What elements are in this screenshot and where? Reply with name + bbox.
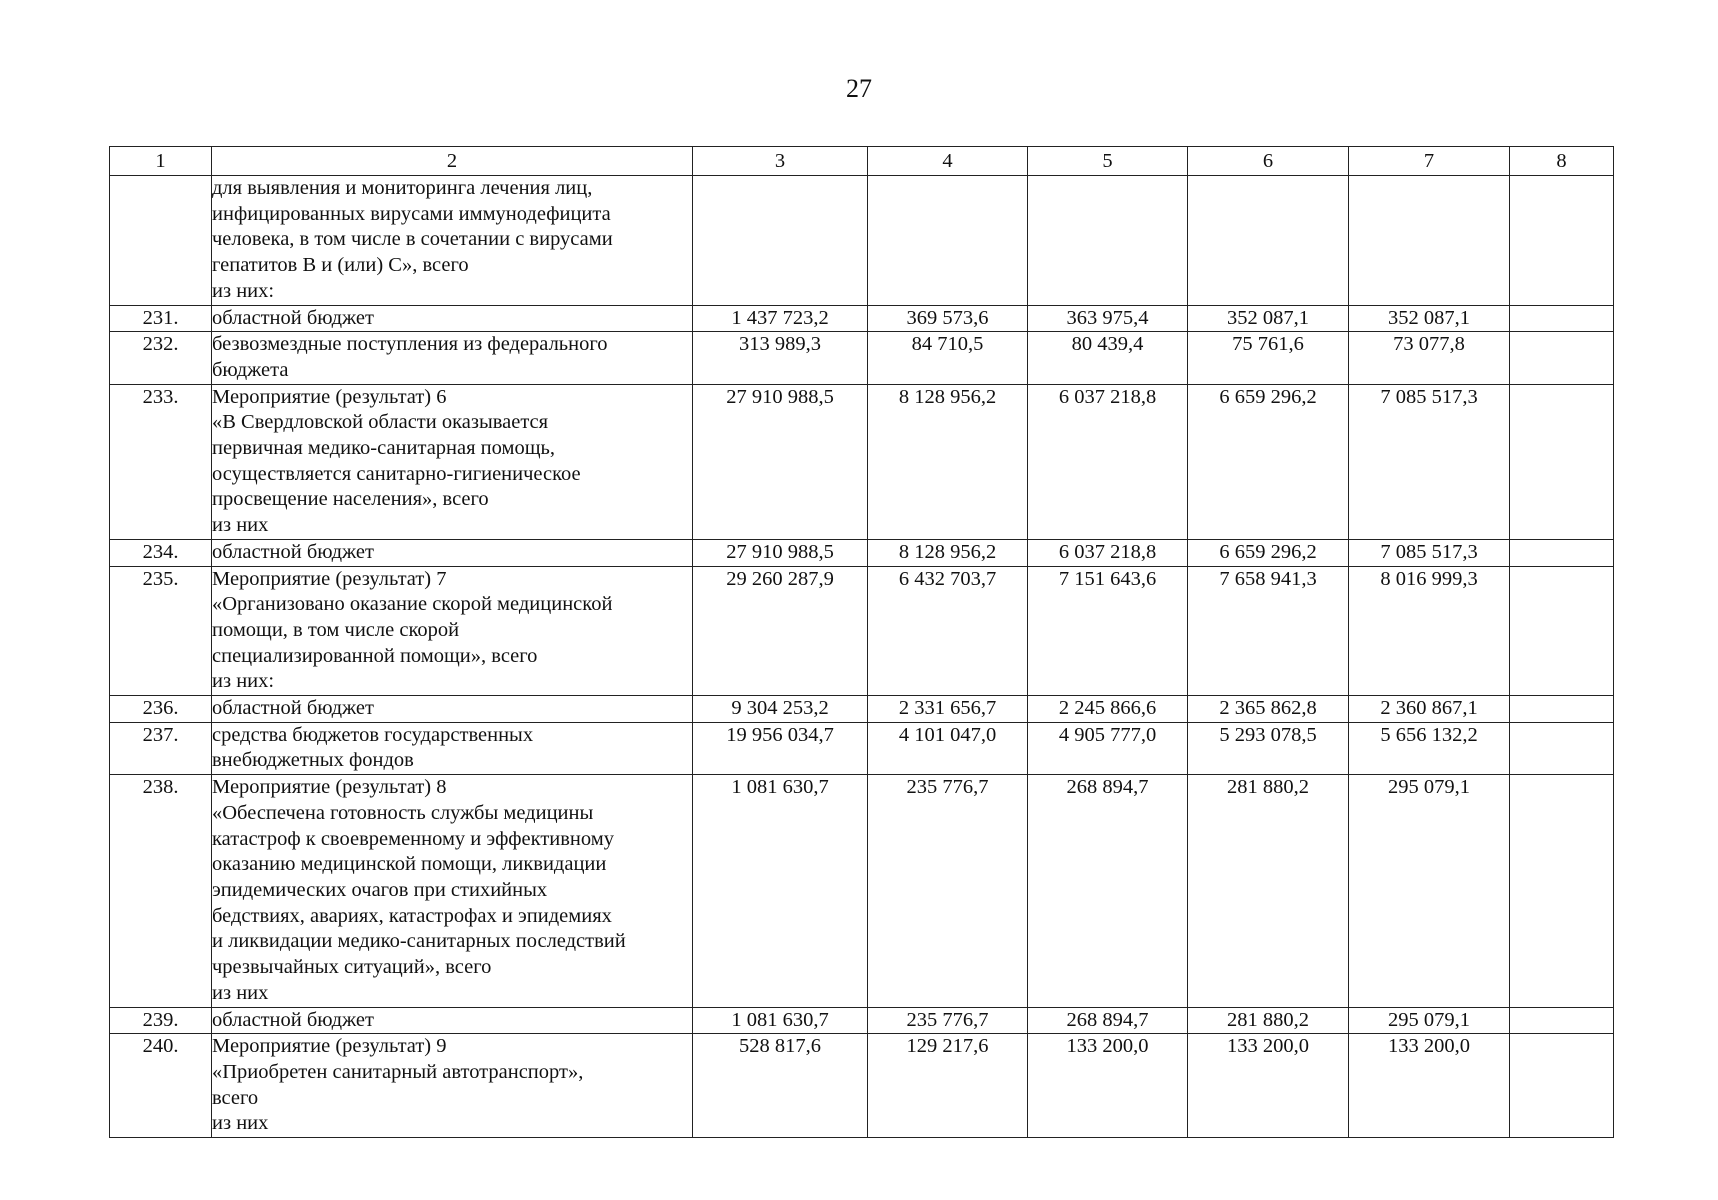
value-cell-col8: [1510, 176, 1614, 306]
value-cell-col5: 133 200,0: [1028, 1034, 1188, 1138]
value-cell-col4: 369 573,6: [868, 305, 1028, 332]
value-cell-col8: [1510, 384, 1614, 539]
table-row: [110, 696, 1614, 723]
description-line: чрезвычайных ситуаций», всего: [212, 956, 492, 979]
description-cell: [212, 722, 693, 774]
description-line: «Приобретен санитарный автотранспорт»,: [212, 1060, 584, 1083]
description-line: бедствиях, авариях, катастрофах и эпидемиях: [212, 904, 612, 927]
row-number-cell: 232.: [110, 332, 212, 384]
description-line: из них: [212, 981, 269, 1004]
value-cell-col8: [1510, 1007, 1614, 1034]
description-line: Мероприятие (результат) 7: [212, 567, 447, 590]
value-cell-col6: 281 880,2: [1188, 1007, 1349, 1034]
column-header: 8: [1510, 147, 1614, 176]
description-line: из них:: [212, 279, 275, 302]
value-cell-col7: 2 360 867,1: [1349, 696, 1510, 723]
value-cell-col3: 313 989,3: [693, 332, 868, 384]
value-cell-col5: 6 037 218,8: [1028, 539, 1188, 566]
value-cell-col7: 7 085 517,3: [1349, 384, 1510, 539]
description-line: первичная медико-санитарная помощь,: [212, 437, 555, 460]
value-cell-col4: 8 128 956,2: [868, 384, 1028, 539]
value-cell-col6: 133 200,0: [1188, 1034, 1349, 1138]
value-cell-col6: 281 880,2: [1188, 775, 1349, 1007]
value-cell-col3: 27 910 988,5: [693, 384, 868, 539]
description-cell: [212, 332, 693, 384]
description-line: гепатитов В и (или) С», всего: [212, 254, 469, 277]
row-number-cell: 235.: [110, 566, 212, 696]
description-line: катастроф к своевременному и эффективному: [212, 827, 614, 850]
description-line: из них: [212, 1112, 269, 1135]
value-cell-col8: [1510, 696, 1614, 723]
row-number-cell: 231.: [110, 305, 212, 332]
description-line: «Обеспечена готовность службы медицины: [212, 801, 594, 824]
value-cell-col4: 8 128 956,2: [868, 539, 1028, 566]
description-cell: [212, 566, 693, 696]
table-row: [110, 176, 1614, 306]
column-header: 1: [110, 147, 212, 176]
value-cell-col4: 84 710,5: [868, 332, 1028, 384]
row-number-cell: 234.: [110, 539, 212, 566]
value-cell-col3: 1 081 630,7: [693, 1007, 868, 1034]
row-number-cell: 236.: [110, 696, 212, 723]
description-cell: [212, 305, 693, 332]
header-row: [110, 147, 1614, 176]
budget-table: [109, 146, 1614, 1138]
description-line: эпидемических очагов при стихийных: [212, 878, 548, 901]
column-header: 7: [1349, 147, 1510, 176]
description-line: безвозмездные поступления из федерального: [212, 333, 608, 356]
value-cell-col8: [1510, 775, 1614, 1007]
value-cell-col7: [1349, 176, 1510, 306]
description-line: для выявления и мониторинга лечения лиц,: [212, 177, 593, 199]
description-line: Мероприятие (результат) 9: [212, 1035, 447, 1058]
value-cell-col6: 352 087,1: [1188, 305, 1349, 332]
row-number-cell: 240.: [110, 1034, 212, 1138]
value-cell-col8: [1510, 539, 1614, 566]
value-cell-col4: 6 432 703,7: [868, 566, 1028, 696]
description-line: областной бюджет: [212, 697, 374, 720]
value-cell-col5: 268 894,7: [1028, 775, 1188, 1007]
value-cell-col3: 27 910 988,5: [693, 539, 868, 566]
description-cell: [212, 384, 693, 539]
table-row: [110, 305, 1614, 332]
description-line: бюджета: [212, 358, 289, 381]
description-line: областной бюджет: [212, 540, 374, 563]
value-cell-col5: 4 905 777,0: [1028, 722, 1188, 774]
value-cell-col6: 75 761,6: [1188, 332, 1349, 384]
value-cell-col3: [693, 176, 868, 306]
description-line: «Организовано оказание скорой медицинской: [212, 593, 613, 616]
description-cell: [212, 1007, 693, 1034]
description-line: инфицированных вирусами иммунодефицита: [212, 202, 611, 225]
description-line: специализированной помощи», всего: [212, 644, 538, 667]
description-line: оказанию медицинской помощи, ликвидации: [212, 853, 607, 876]
value-cell-col4: 2 331 656,7: [868, 696, 1028, 723]
description-line: человека, в том числе в сочетании с вирусами: [212, 228, 613, 251]
value-cell-col3: 9 304 253,2: [693, 696, 868, 723]
description-line: из них:: [212, 670, 275, 693]
value-cell-col7: 8 016 999,3: [1349, 566, 1510, 696]
value-cell-col5: 6 037 218,8: [1028, 384, 1188, 539]
table-row: [110, 539, 1614, 566]
description-line: средства бюджетов государственных: [212, 723, 534, 746]
value-cell-col8: [1510, 1034, 1614, 1138]
table-row: [110, 1034, 1614, 1138]
value-cell-col6: 7 658 941,3: [1188, 566, 1349, 696]
value-cell-col4: 235 776,7: [868, 1007, 1028, 1034]
row-number-cell: 239.: [110, 1007, 212, 1034]
value-cell-col5: 7 151 643,6: [1028, 566, 1188, 696]
table-row: [110, 332, 1614, 384]
value-cell-col7: 295 079,1: [1349, 1007, 1510, 1034]
value-cell-col8: [1510, 305, 1614, 332]
description-cell: [212, 539, 693, 566]
value-cell-col5: 2 245 866,6: [1028, 696, 1188, 723]
row-number-cell: 233.: [110, 384, 212, 539]
table-row: [110, 566, 1614, 696]
description-line: осуществляется санитарно-гигиеническое: [212, 462, 581, 485]
description-cell: [212, 176, 693, 306]
value-cell-col7: 7 085 517,3: [1349, 539, 1510, 566]
value-cell-col5: 363 975,4: [1028, 305, 1188, 332]
value-cell-col7: 133 200,0: [1349, 1034, 1510, 1138]
value-cell-col7: 73 077,8: [1349, 332, 1510, 384]
value-cell-col3: 29 260 287,9: [693, 566, 868, 696]
description-line: Мероприятие (результат) 6: [212, 385, 447, 408]
row-number-cell: 238.: [110, 775, 212, 1007]
value-cell-col4: 4 101 047,0: [868, 722, 1028, 774]
table-row: [110, 1007, 1614, 1034]
value-cell-col4: 235 776,7: [868, 775, 1028, 1007]
row-number-cell: [110, 176, 212, 306]
value-cell-col5: [1028, 176, 1188, 306]
description-line: из них: [212, 514, 269, 537]
value-cell-col8: [1510, 332, 1614, 384]
value-cell-col7: 5 656 132,2: [1349, 722, 1510, 774]
description-line: Мероприятие (результат) 8: [212, 776, 447, 799]
value-cell-col6: 2 365 862,8: [1188, 696, 1349, 723]
column-header: 5: [1028, 147, 1188, 176]
value-cell-col8: [1510, 566, 1614, 696]
value-cell-col3: 1 437 723,2: [693, 305, 868, 332]
table-row: [110, 775, 1614, 1007]
table-header: [110, 147, 1614, 176]
value-cell-col7: 352 087,1: [1349, 305, 1510, 332]
column-header: 4: [868, 147, 1028, 176]
description-line: и ликвидации медико-санитарных последствий: [212, 930, 626, 953]
value-cell-col3: 528 817,6: [693, 1034, 868, 1138]
description-line: просвещение населения», всего: [212, 488, 489, 511]
row-number-cell: 237.: [110, 722, 212, 774]
column-header: 2: [212, 147, 693, 176]
description-line: областной бюджет: [212, 306, 374, 329]
value-cell-col7: 295 079,1: [1349, 775, 1510, 1007]
column-header: 6: [1188, 147, 1349, 176]
value-cell-col4: 129 217,6: [868, 1034, 1028, 1138]
value-cell-col3: 1 081 630,7: [693, 775, 868, 1007]
value-cell-col8: [1510, 722, 1614, 774]
value-cell-col6: [1188, 176, 1349, 306]
description-cell: [212, 696, 693, 723]
description-line: «В Свердловской области оказывается: [212, 411, 549, 434]
value-cell-col4: [868, 176, 1028, 306]
value-cell-col6: 6 659 296,2: [1188, 539, 1349, 566]
description-line: областной бюджет: [212, 1008, 374, 1031]
description-line: внебюджетных фондов: [212, 749, 414, 772]
value-cell-col5: 268 894,7: [1028, 1007, 1188, 1034]
description-line: помощи, в том числе скорой: [212, 618, 460, 641]
value-cell-col3: 19 956 034,7: [693, 722, 868, 774]
description-line: всего: [212, 1086, 259, 1109]
column-header: 3: [693, 147, 868, 176]
description-cell: [212, 775, 693, 1007]
table-row: [110, 384, 1614, 539]
value-cell-col6: 5 293 078,5: [1188, 722, 1349, 774]
page-number: 27: [846, 74, 872, 103]
table-row: [110, 722, 1614, 774]
table-body: [110, 176, 1614, 1138]
value-cell-col5: 80 439,4: [1028, 332, 1188, 384]
value-cell-col6: 6 659 296,2: [1188, 384, 1349, 539]
description-cell: [212, 1034, 693, 1138]
